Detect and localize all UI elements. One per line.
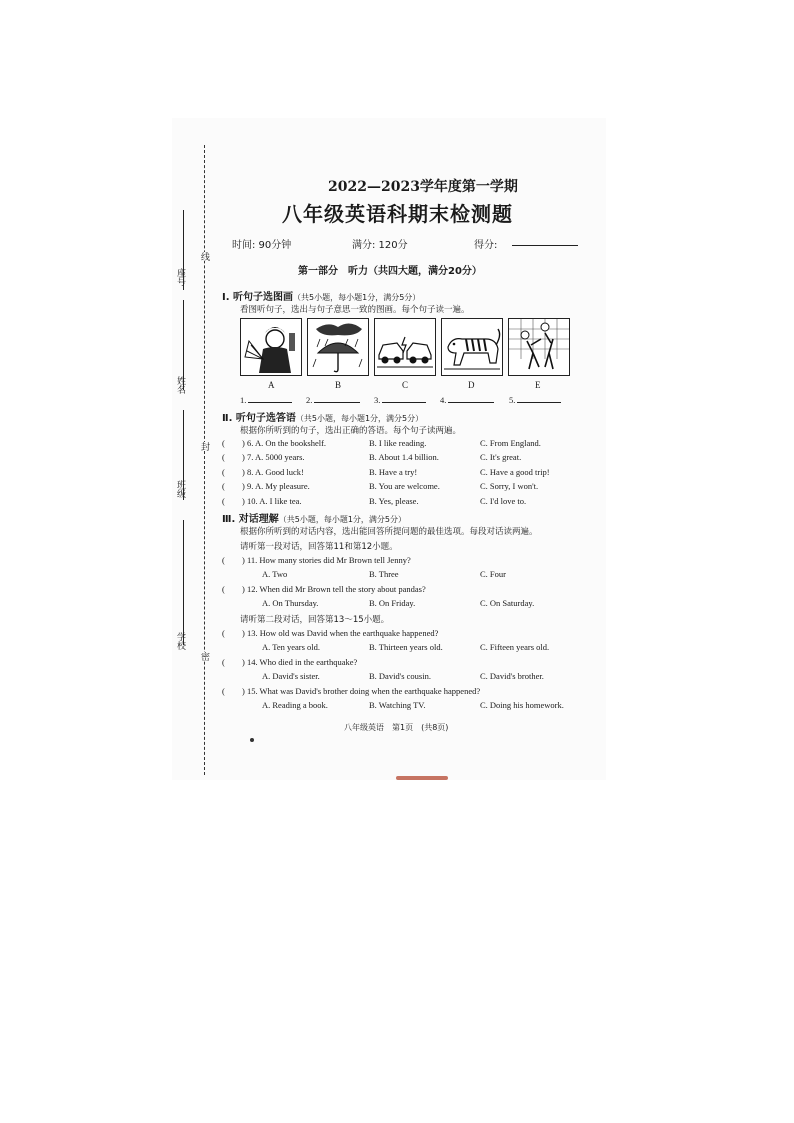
answer-paren[interactable]: ( <box>222 657 225 667</box>
school-line <box>183 520 184 645</box>
question-10-option-c: C. I'd love to. <box>480 496 527 506</box>
answer-paren[interactable]: ( <box>222 496 225 506</box>
answer-blank-3[interactable] <box>382 402 426 403</box>
scan-edge-mark <box>396 776 448 780</box>
question-15-stem: ) 15. What was David's brother doing when the earthquake happened? <box>242 686 481 696</box>
picture-label-c: C <box>402 380 409 390</box>
name-line <box>183 300 184 390</box>
section3-instruction: 根据你所听到的对话内容，选出能回答所提问题的最佳选项。每段对话读两遍。 <box>240 527 538 537</box>
answer-blank-4[interactable] <box>448 402 494 403</box>
answer-blank-5[interactable] <box>517 402 561 403</box>
question-14-stem: ) 14. Who died in the earthquake? <box>242 657 358 667</box>
question-14-option-a: A. David's sister. <box>262 671 320 681</box>
blank-number-2: 2. <box>306 395 313 405</box>
question-8-option-b: B. Have a try! <box>369 467 418 477</box>
question-6-option-b: B. I like reading. <box>369 438 427 448</box>
question-12-option-a: A. On Thursday. <box>262 598 319 608</box>
question-14-option-c: C. David's brother. <box>480 671 544 681</box>
binding-dotted-line <box>204 145 205 775</box>
picture-label-a: A <box>268 380 275 390</box>
car-crash-icon <box>375 319 435 375</box>
line-char: 线 <box>199 252 209 261</box>
blank-number-1: 1. <box>240 395 247 405</box>
picture-label-d: D <box>468 380 475 390</box>
score-label: 得分: <box>474 240 498 251</box>
answer-paren[interactable]: ( <box>222 438 225 448</box>
score-blank[interactable] <box>512 245 578 246</box>
answer-blank-1[interactable] <box>248 402 292 403</box>
blank-number-3: 3. <box>374 395 381 405</box>
question-9-option-c: C. Sorry, I won't. <box>480 481 539 491</box>
part1-title: 第一部分 听力（共四大题，满分20分） <box>298 266 482 277</box>
question-11-option-a: A. Two <box>262 569 288 579</box>
tiger-icon <box>442 319 502 375</box>
seal-char: 封 <box>199 442 209 451</box>
class-label: 班级 <box>175 480 185 498</box>
scan-speck <box>250 738 254 742</box>
question-9-option-a: ) 9. A. My pleasure. <box>242 481 310 491</box>
answer-paren[interactable]: ( <box>222 481 225 491</box>
woman-fan-icon <box>241 319 301 375</box>
seat-line <box>183 210 184 290</box>
question-15-option-c: C. Doing his homework. <box>480 700 564 710</box>
name-label: 姓名 <box>175 376 185 394</box>
question-8-option-a: ) 8. A. Good luck! <box>242 467 304 477</box>
question-12-option-c: C. On Saturday. <box>480 598 535 608</box>
question-13-option-a: A. Ten years old. <box>262 642 321 652</box>
blank-number-5: 5. <box>509 395 516 405</box>
section1-heading: Ⅰ. 听句子选图画（共5小题，每小题1分，满分5分） <box>222 292 421 303</box>
question-11-stem: ) 11. How many stories did Mr Brown tell Jenny? <box>242 555 411 565</box>
section3-heading: Ⅲ. 对话理解（共5小题，每小题1分，满分5分） <box>222 514 407 525</box>
question-13-option-c: C. Fifteen years old. <box>480 642 550 652</box>
class-line <box>183 410 184 500</box>
exam-title: 八年级英语科期末检测题 <box>282 202 513 226</box>
answer-paren[interactable]: ( <box>222 628 225 638</box>
answer-paren[interactable]: ( <box>222 467 225 477</box>
question-13-option-b: B. Thirteen years old. <box>369 642 443 652</box>
year-term: 2022—2023学年度第一学期 <box>328 179 518 195</box>
school-label: 学校 <box>175 632 185 650</box>
umbrella-rain-icon <box>308 319 368 375</box>
question-7-option-b: B. About 1.4 billion. <box>369 452 439 462</box>
section1-instruction: 看图听句子，选出与句子意思一致的图画。每个句子读一遍。 <box>240 305 470 315</box>
question-11-option-c: C. Four <box>480 569 506 579</box>
question-10-option-b: B. Yes, please. <box>369 496 419 506</box>
question-13-stem: ) 13. How old was David when the earthquake happened? <box>242 628 439 638</box>
question-6-option-c: C. From England. <box>480 438 541 448</box>
question-14-option-b: B. David's cousin. <box>369 671 431 681</box>
question-11-option-b: B. Three <box>369 569 399 579</box>
picture-d <box>441 318 503 376</box>
answer-paren[interactable]: ( <box>222 555 225 565</box>
basketball-icon <box>509 319 569 375</box>
answer-paren[interactable]: ( <box>222 452 225 462</box>
question-12-stem: ) 12. When did Mr Brown tell the story about pandas? <box>242 584 426 594</box>
question-8-option-c: C. Have a good trip! <box>480 467 550 477</box>
close-char: 密 <box>199 652 209 661</box>
time-limit: 时间: 90分钟 <box>232 240 292 251</box>
picture-c <box>374 318 436 376</box>
section2-heading: Ⅱ. 听句子选答语（共5小题，每小题1分，满分5分） <box>222 413 424 424</box>
question-6-option-a: ) 6. A. On the bookshelf. <box>242 438 327 448</box>
picture-e <box>508 318 570 376</box>
section2-instruction: 根据你所听到的句子，选出正确的答语。每个句子读两遍。 <box>240 426 462 436</box>
picture-label-e: E <box>535 380 541 390</box>
question-7-option-c: C. It's great. <box>480 452 522 462</box>
picture-b <box>307 318 369 376</box>
answer-blank-2[interactable] <box>314 402 360 403</box>
question-9-option-b: B. You are welcome. <box>369 481 440 491</box>
page-footer: 八年级英语 第1页 (共8页) <box>344 723 449 732</box>
question-15-option-b: B. Watching TV. <box>369 700 426 710</box>
seat-label: 座号 <box>175 268 185 286</box>
question-10-option-a: ) 10. A. I like tea. <box>242 496 302 506</box>
full-score: 满分: 120分 <box>352 240 408 251</box>
question-7-option-a: ) 7. A. 5000 years. <box>242 452 305 462</box>
dialog1-instruction: 请听第一段对话，回答第11和第12小题。 <box>240 542 398 552</box>
answer-paren[interactable]: ( <box>222 686 225 696</box>
picture-a <box>240 318 302 376</box>
answer-paren[interactable]: ( <box>222 584 225 594</box>
picture-label-b: B <box>335 380 342 390</box>
question-15-option-a: A. Reading a book. <box>262 700 328 710</box>
dialog2-instruction: 请听第二段对话，回答第13～15小题。 <box>240 615 390 625</box>
blank-number-4: 4. <box>440 395 447 405</box>
question-12-option-b: B. On Friday. <box>369 598 416 608</box>
